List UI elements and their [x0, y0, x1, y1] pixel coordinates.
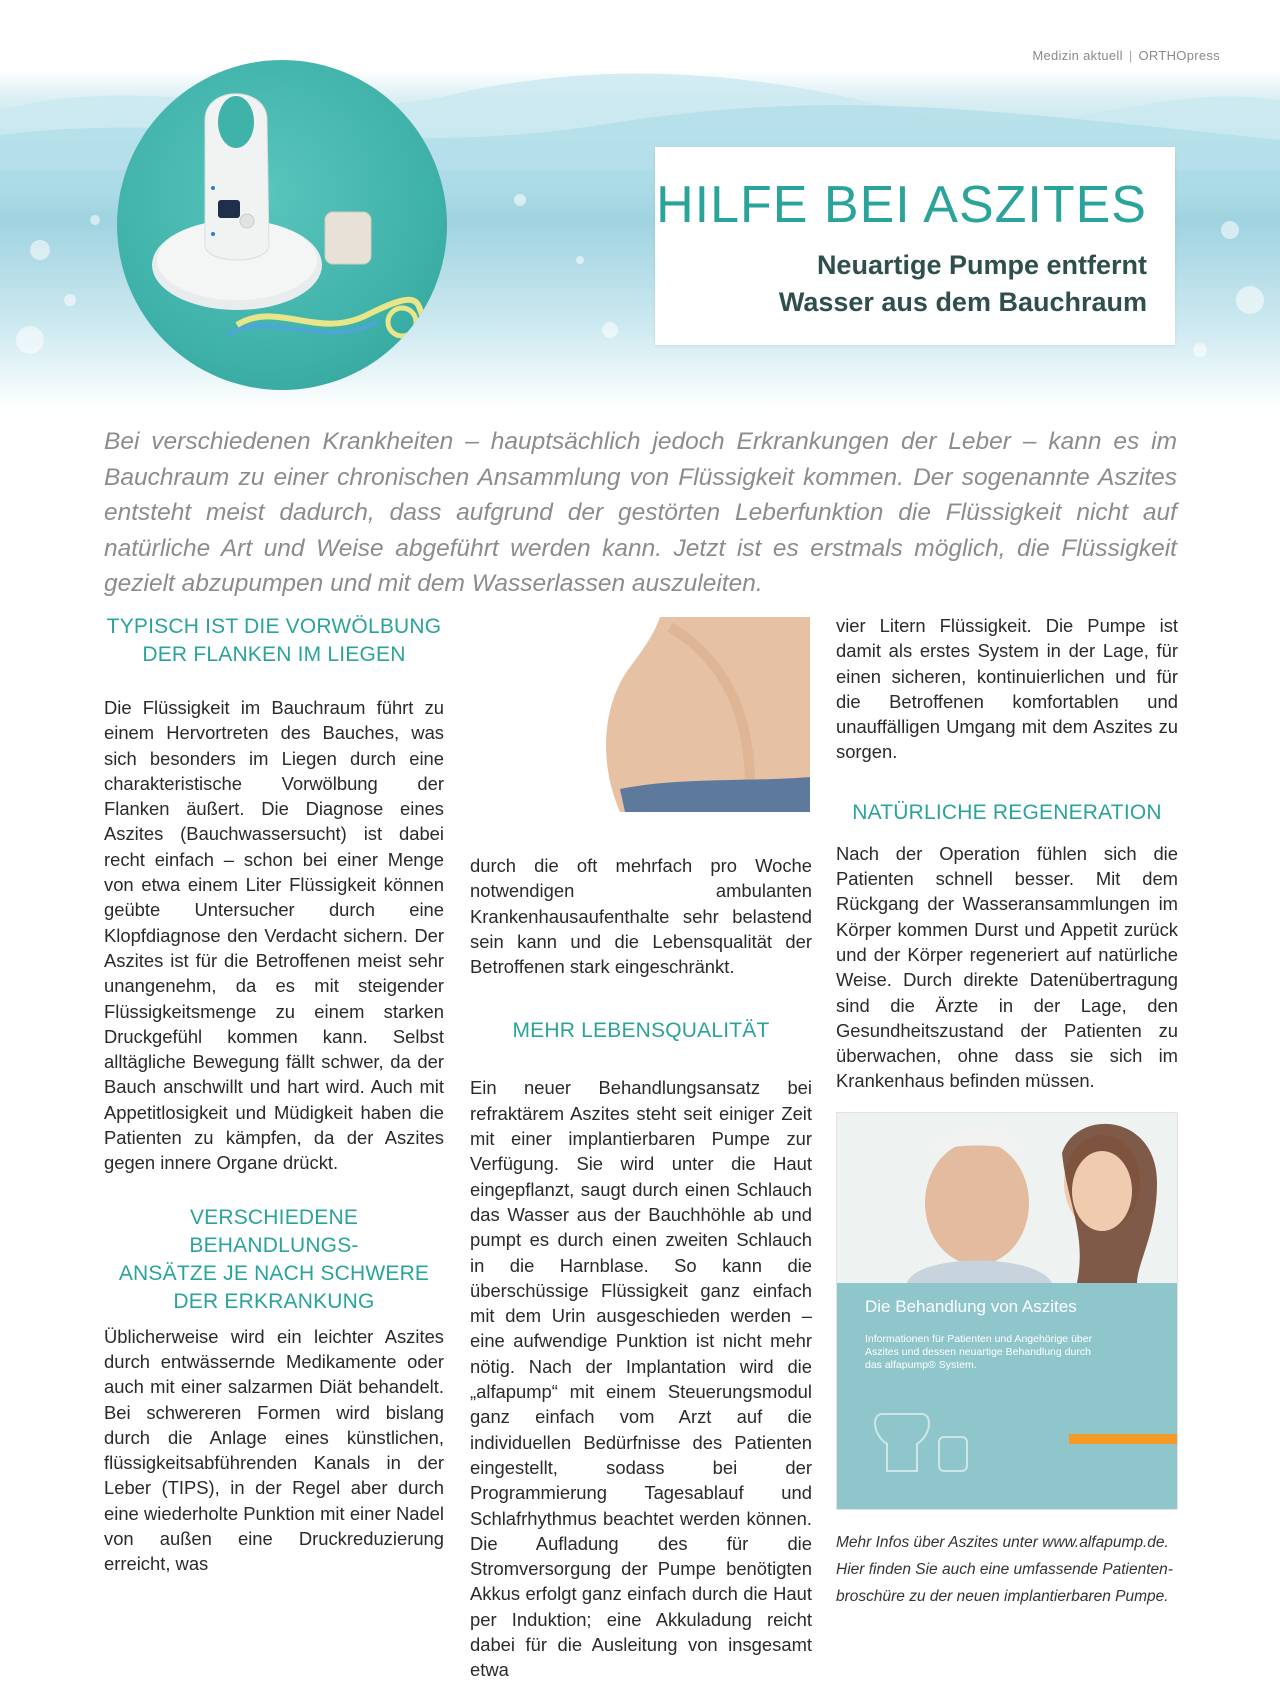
caption-line: Hier finden Sie auch eine umfassende Patienten-	[836, 1561, 1173, 1578]
heading-line: DER FLANKEN IM LIEGEN	[142, 643, 406, 666]
caption-line: broschüre zu der neuen implantierbaren Pumpe.	[836, 1588, 1169, 1605]
caption-line: Mehr Infos über Aszites unter www.alfapump.de.	[836, 1534, 1169, 1551]
heading-behandlungsansaetze	[104, 1204, 444, 1316]
paragraph: Die Flüssigkeit im Bauchraum führt zu einem Hervortreten des Bauches, was sich besonders im Liegen durch eine charakteristische Vorwölbung der Flanken äußert. Die Diagnose eines Aszites (Bauchwassersucht) ist dabei recht einfach – schon bei einer Menge von etwa einem Liter Flüssigkeit können geübte Untersucher durch eine Klopfdiagnose den Verdacht sichern. Der Aszites ist für die Betroffenen meist sehr unangenehm, da es mit steigender Flüssigkeitsmenge zu einem starken Druckgefühl kommen kann. Selbst alltägliche Bewegung fällt schwer, da der Bauch anschwillt und hart wird. Auch mit Appetitlosigkeit und Müdigkeit haben die Patienten zu kämpfen, da der Aszites gegen innere Organe drückt.	[104, 697, 444, 1174]
product-image	[117, 60, 447, 390]
paragraph: Ein neuer Behandlungsansatz bei refraktärem Aszites steht seit einiger Zeit mit einer implantierbaren Pumpe zur Verfügung. Sie wird unter die Haut eingepflanzt, saugt durch einen Schlauch das Wasser aus der Bauchhöhle ab und pumpt es durch einen zweiten Schlauch in die Harnblase. So kann die überschüssige Flüssigkeit ganz einfach mit dem Urin ausgeschieden werden – eine aufwendige Punktion ist nicht mehr nötig. Nach der Implantation wird die „alfapump“ mit einem Steuerungsmodul ganz einfach vom Arzt auf die individuellen Bedürfnisse des Patienten eingestellt, sodass bei der Programmierung Tagesablauf und Schlafrhythmus beachtet werden können. Die Aufladung des für die Stromversorgung der Pumpe benötigten Akkus erfolgt ganz einfach durch die Haut per Induktion; eine Akkuladung reicht dabei für die Ausleitung von insgesamt etwa	[470, 1077, 812, 1681]
brochure-photo	[837, 1113, 1177, 1283]
column-1	[104, 613, 444, 1577]
header-separator: |	[1128, 48, 1133, 63]
section-label: Medizin aktuell	[1032, 48, 1123, 63]
article-subtitle	[779, 247, 1147, 321]
heading-lebensqualitaet: MEHR LEBENSQUALITÄT	[512, 1019, 770, 1043]
brochure-image	[836, 1112, 1178, 1510]
heading-vorwoelbung	[104, 613, 444, 669]
brochure-accent-strip	[1069, 1434, 1177, 1444]
belly-photo	[600, 617, 810, 812]
article-lede: Bei verschiedenen Krankheiten – hauptsächlich jedoch Erkrankungen der Leber – kann es im Bauchraum zu einer chronischen Ansammlung von Flüssigkeit kommen. Der sogenannte Aszites entsteht meist dadurch, dass aufgrund der gestörten Leberfunktion die Flüssigkeit nicht auf natürliche Art und Weise abgeführt werden kann. Jetzt ist es erstmals möglich, die Flüssigkeit gezielt abzupumpen und mit dem Wasserlassen auszuleiten.	[104, 428, 1177, 597]
article-title: HILFE BEI ASZITES	[656, 176, 1147, 234]
heading-line: ANSÄTZE JE NACH SCHWERE	[118, 1261, 430, 1285]
pump-sketch-icon	[867, 1409, 987, 1479]
heading-regeneration: NATÜRLICHE REGENERATION	[852, 800, 1162, 824]
brochure-text: Informationen für Patienten und Angehörige über Aszites und dessen neuartige Behandlung durch das alfapump® System.	[865, 1333, 1093, 1371]
paragraph: vier Litern Flüssigkeit. Die Pumpe ist damit als erstes System in der Lage, für einen sicheren, kontinuierlichen und für die Betroffenen komfortablen und unauffälligen Umgang mit dem Aszites zu sorgen.	[836, 615, 1178, 763]
running-header	[1032, 48, 1220, 63]
subtitle-line-1: Neuartige Pumpe entfernt	[816, 250, 1147, 280]
brochure-title: Die Behandlung von Aszites	[865, 1297, 1077, 1316]
paragraph: Üblicherweise wird ein leichter Aszites durch entwässernde Medikamente oder auch mit einer salzarmen Diät behandelt. Bei schwereren Formen wird bislang durch die Anlage eines künstlichen, flüssigkeitsabführenden Kanals in der Leber (TIPS), in der Regel aber durch eine wiederholte Punktion mit einer Nadel von außen eine Druckreduzierung erreicht, was	[104, 1325, 444, 1575]
magazine-name: ORTHOpress	[1138, 48, 1220, 63]
heading-line: VERSCHIEDENE BEHANDLUNGS-	[189, 1205, 359, 1257]
heading-line: DER ERKRANKUNG	[173, 1289, 375, 1313]
subtitle-line-2: Wasser aus dem Bauchraum	[778, 287, 1147, 317]
title-box	[655, 147, 1175, 345]
column-3	[836, 613, 1178, 1094]
hero-banner	[0, 0, 1280, 410]
heading-line: TYPISCH IST DIE VORWÖLBUNG	[106, 615, 442, 638]
image-caption	[836, 1529, 1181, 1610]
paragraph: durch die oft mehrfach pro Woche notwendigen ambulanten Krankenhausaufenthalte sehr belastend sein kann und die Lebensqualität der Betroffenen stark eingeschränkt.	[470, 855, 812, 978]
column-2	[470, 853, 812, 1683]
paragraph: Nach der Operation fühlen sich die Patienten schnell besser. Mit dem Rückgang der Wasseransammlungen im Körper kommen Durst und Appetit zurück und der Körper regeneriert auf natürliche Weise. Durch direkte Datenübertragung sind die Ärzte in der Lage, den Gesundheitszustand der Patienten zu überwachen, ohne dass sie sich im Krankenhaus befinden müssen.	[836, 842, 1178, 1092]
